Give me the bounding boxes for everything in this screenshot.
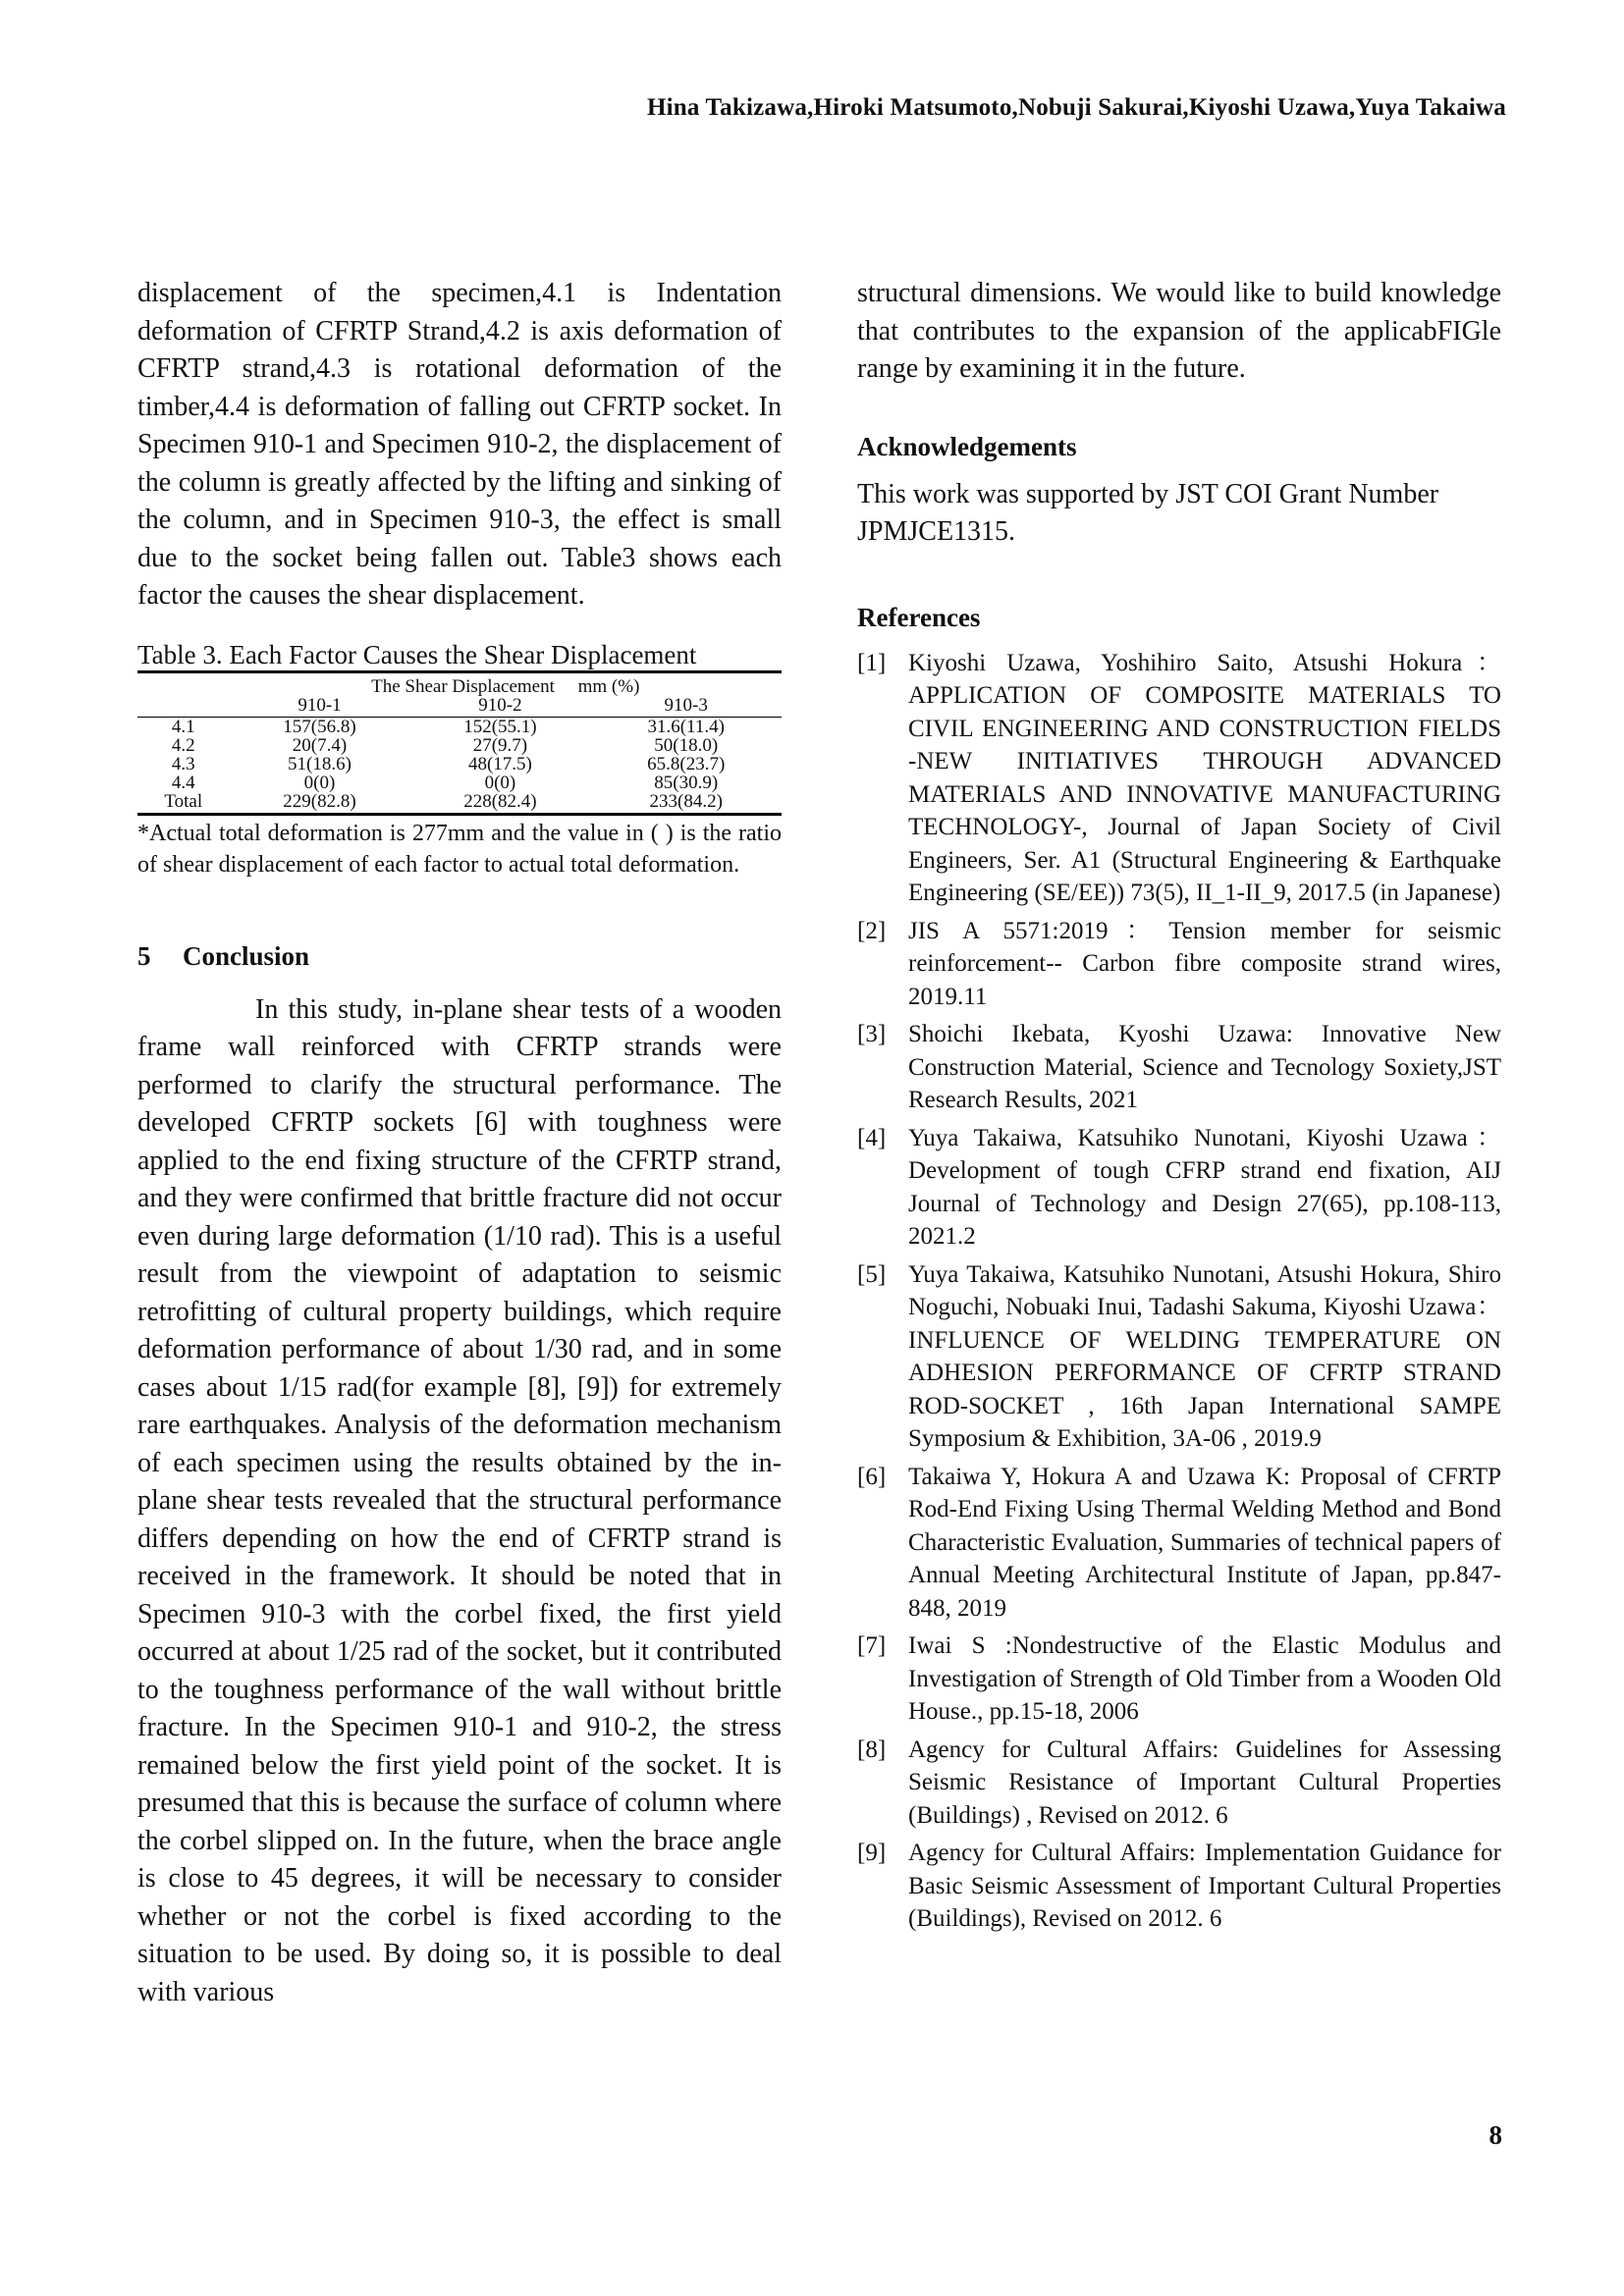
section-title: Conclusion bbox=[183, 940, 310, 971]
reference-item bbox=[857, 1734, 1501, 1833]
shear-displacement-table bbox=[137, 670, 782, 816]
reference-number: [4] bbox=[857, 1124, 887, 1151]
table-column-header-row bbox=[137, 696, 782, 718]
column-header: 910-3 bbox=[590, 696, 782, 718]
reference-text: Agency for Cultural Affairs: Implementation Guidance for Basic Seismic Assessment of Important Cultural Properties (Buildings), Revised on 2012. 6 bbox=[908, 1840, 1501, 1932]
continuation-paragraph: structural dimensions. We would like to build knowledge that contributes to the expansion of the applicabFIGle range by examining it in the future. bbox=[857, 278, 1501, 384]
reference-number: [8] bbox=[857, 1735, 887, 1763]
reference-number: [7] bbox=[857, 1632, 887, 1659]
reference-text: Agency for Cultural Affairs: Guidelines for Assessing Seismic Resistance of Important Cultural Properties (Buildings) , Revised on 2012. 6 bbox=[908, 1735, 1501, 1829]
table-caption: Table 3. Each Factor Causes the Shear Displacement bbox=[137, 639, 697, 669]
section-heading bbox=[137, 941, 782, 972]
row-label: 4.3 bbox=[171, 753, 195, 774]
conclusion-paragraph: In this study, in-plane shear tests of a wooden frame wall reinforced with CFRTP strands were performed to clarify the structural performance. The developed CFRTP sockets [6] with toughness were applied to the end fixing structure of the CFRTP strand, and they were confirmed that brittle fracture did not occur even during large deformation (1/10 rad). This is a useful result from the viewpoint of adaptation to seismic retrofitting of cultural property buildings, which require deformation performance of about 1/30 rad, and in some cases about 1/15 rad(for example [8], [9]) for extremely rare earthquakes. Analysis of the deformation mechanism of each specimen using the results obtained by the in-plane shear tests revealed that the structural performance differs depending on how the end of CFRTP strand is received in the framework. It should be noted that in Specimen 910-3 with the corbel fixed, the first yield occurred at about 1/25 rad of the socket, but it contributed to the toughness performance of the wall without brittle fracture. In the Specimen 910-1 and 910-2, the stress remained below the first yield point of the socket. It is presumed that this is because the surface of column where the corbel slipped on. In the future, when the brace angle is close to 45 degrees, it will be necessary to consider whether or not the corbel is fixed according to the situation to be used. By doing so, it is possible to deal with various bbox=[137, 993, 782, 2007]
table-cell: 50(18.0) bbox=[654, 734, 719, 756]
references-heading: References bbox=[857, 602, 981, 632]
reference-number: [6] bbox=[857, 1463, 887, 1490]
column-header: 910-2 bbox=[409, 696, 590, 718]
table-cell: 20(7.4) bbox=[292, 734, 348, 756]
right-column bbox=[857, 275, 1501, 1941]
reference-item bbox=[857, 1837, 1501, 1936]
row-label: 4.4 bbox=[171, 772, 195, 793]
table-cell: 65.8(23.7) bbox=[647, 753, 726, 774]
acknowledgements-heading: Acknowledgements bbox=[857, 431, 1077, 461]
reference-item bbox=[857, 1258, 1501, 1456]
reference-item bbox=[857, 1629, 1501, 1729]
running-header: Hina Takizawa,Hiroki Matsumoto,Nobuji Sakurai,Kiyoshi Uzawa,Yuya Takaiwa bbox=[646, 94, 1506, 121]
row-label: Total bbox=[137, 792, 230, 815]
table-cell: 157(56.8) bbox=[283, 716, 356, 737]
page-number: 8 bbox=[1489, 2120, 1502, 2150]
reference-text: JIS A 5571:2019：Tension member for seismic reinforcement-- Carbon fibre composite strand wires, 2019.11 bbox=[908, 917, 1501, 1010]
table-row bbox=[137, 736, 782, 755]
table-cell: 228(82.4) bbox=[409, 792, 590, 815]
row-label: 4.1 bbox=[171, 716, 195, 737]
reference-item bbox=[857, 1018, 1501, 1117]
row-label: 4.2 bbox=[171, 734, 195, 756]
reference-item bbox=[857, 915, 1501, 1014]
column-header: 910-1 bbox=[230, 696, 410, 718]
reference-list bbox=[857, 647, 1501, 1936]
table-total-row bbox=[137, 792, 782, 815]
table-cell: 233(84.2) bbox=[590, 792, 782, 815]
intro-paragraph: displacement of the specimen,4.1 is Indentation deformation of CFRTP Strand,4.2 is axis deformation of CFRTP strand,4.3 is rotational deformation of the timber,4.4 is deformation of falling out CFRTP socket. In Specimen 910-1 and Specimen 910-2, the displacement of the column is greatly affected by the lifting and sinking of the column, and in Specimen 910-3, the effect is small due to the socket being fallen out. Table3 shows each factor the causes the shear displacement. bbox=[137, 278, 782, 611]
reference-text: Shoichi Ikebata, Kyoshi Uzawa: Innovative New Construction Material, Science and Tecnology Soxiety,JST Research Results, 2021 bbox=[908, 1021, 1501, 1113]
reference-item bbox=[857, 1461, 1501, 1626]
reference-number: [3] bbox=[857, 1021, 887, 1047]
reference-number: [5] bbox=[857, 1260, 887, 1288]
left-column bbox=[137, 275, 782, 2011]
acknowledgements-text: This work was supported by JST COI Grant Number JPMJCE1315. bbox=[857, 478, 1439, 547]
table-cell: 31.6(11.4) bbox=[647, 716, 725, 737]
table-cell: 0(0) bbox=[484, 772, 516, 793]
table-row bbox=[137, 717, 782, 736]
table-cell: 0(0) bbox=[303, 772, 336, 793]
table-group-header-row bbox=[137, 671, 782, 696]
table-row bbox=[137, 774, 782, 792]
section-number: 5 bbox=[137, 940, 151, 971]
reference-number: [2] bbox=[857, 917, 887, 944]
table-note: *Actual total deformation is 277mm and the value in ( ) is the ratio of shear displacement of each factor to actual total deformation. bbox=[137, 820, 782, 878]
reference-item bbox=[857, 647, 1501, 910]
reference-number: [9] bbox=[857, 1840, 887, 1866]
table-cell: 152(55.1) bbox=[463, 716, 537, 737]
table-cell: 27(9.7) bbox=[472, 734, 528, 756]
table-cell: 48(17.5) bbox=[467, 753, 532, 774]
reference-text: Yuya Takaiwa, Katsuhiko Nunotani, Kiyoshi Uzawa：Development of tough CFRP strand end fixation, AIJ Journal of Technology and Design 27(65), pp.108-113, 2021.2 bbox=[908, 1124, 1501, 1250]
table-group-header: The Shear Displacement mm (%) bbox=[230, 671, 782, 696]
reference-text: Iwai S :Nondestructive of the Elastic Modulus and Investigation of Strength of Old Timber from a Wooden Old House., pp.15-18, 2006 bbox=[908, 1632, 1501, 1725]
reference-text: Yuya Takaiwa, Katsuhiko Nunotani, Atsushi Hokura, Shiro Noguchi, Nobuaki Inui, Tadashi Sakuma, Kiyoshi Uzawa：INFLUENCE OF WELDING TEMPERATURE ON ADHESION PERFORMANCE OF CFRTP STRAND ROD-SOCKET , 16th Japan International SAMPE Symposium & Exhibition, 3A-06 , 2019.9 bbox=[908, 1260, 1501, 1452]
reference-item bbox=[857, 1122, 1501, 1254]
reference-number: [1] bbox=[857, 649, 887, 676]
reference-text: Kiyoshi Uzawa, Yoshihiro Saito, Atsushi Hokura：APPLICATION OF COMPOSITE MATERIALS TO CIVIL ENGINEERING AND CONSTRUCTION FIELDS -NEW INITIATIVES THROUGH ADVANCED MATERIALS AND INNOVATIVE MANUFACTURING TECHNOLOGY-, Journal of Japan Society of Civil Engineers, Ser. A1 (Structural Engineering & Earthquake Engineering (SE/EE)) 73(5), II_1-II_9, 2017.5 (in Japanese) bbox=[908, 649, 1501, 906]
reference-text: Takaiwa Y, Hokura A and Uzawa K: Proposal of CFRTP Rod-End Fixing Using Thermal Welding Method and Bond Characteristic Evaluation, Summaries of technical papers of Annual Meeting Architectural Institute of Japan, pp.847-848, 2019 bbox=[908, 1463, 1501, 1622]
table-cell: 51(18.6) bbox=[288, 753, 352, 774]
table-row bbox=[137, 755, 782, 774]
table-cell: 229(82.8) bbox=[230, 792, 410, 815]
table-cell: 85(30.9) bbox=[654, 772, 719, 793]
